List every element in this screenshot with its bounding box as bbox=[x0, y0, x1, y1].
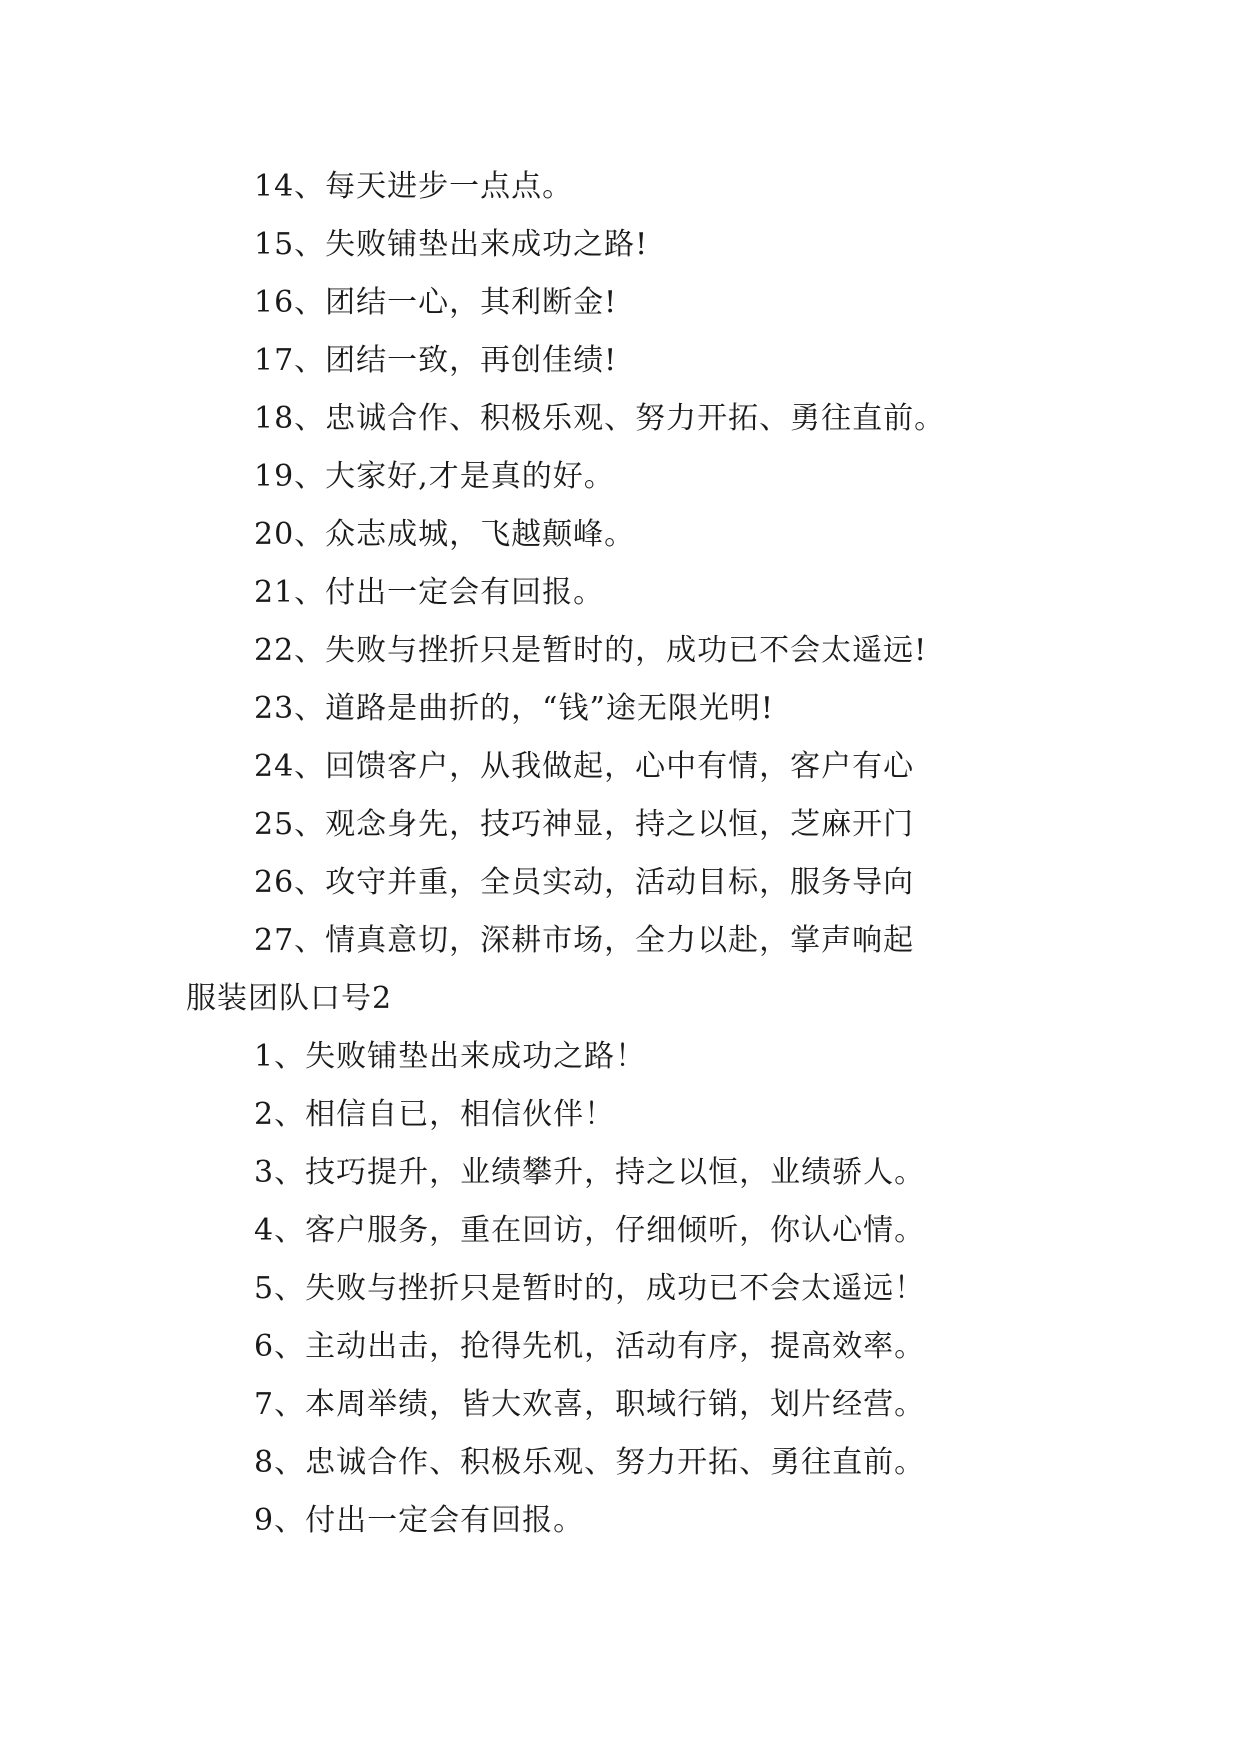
list-item: 23、道路是曲折的，“钱”途无限光明! bbox=[254, 691, 774, 726]
list-item: 3、技巧提升，业绩攀升，持之以恒，业绩骄人。 bbox=[254, 1155, 926, 1190]
list-item: 2、相信自已，相信伙伴！ bbox=[254, 1097, 616, 1132]
list-item: 9、付出一定会有回报。 bbox=[254, 1503, 585, 1538]
list-item: 6、主动出击，抢得先机，活动有序，提高效率。 bbox=[254, 1329, 926, 1364]
list-item: 7、本周举绩，皆大欢喜，职域行销，划片经营。 bbox=[254, 1387, 926, 1422]
list-item: 26、攻守并重，全员实动，活动目标，服务导向 bbox=[254, 865, 915, 900]
list-item: 21、付出一定会有回报。 bbox=[254, 575, 605, 610]
document-body bbox=[186, 158, 1086, 1550]
list-item: 25、观念身先，技巧神显，持之以恒，芝麻开门 bbox=[254, 807, 915, 842]
list-item: 14、每天进步一点点。 bbox=[254, 169, 574, 204]
list-item: 22、失败与挫折只是暂时的，成功已不会太遥远! bbox=[254, 633, 928, 668]
list-item: 17、团结一致，再创佳绩! bbox=[254, 343, 618, 378]
list-item: 24、回馈客户，从我做起，心中有情，客户有心 bbox=[254, 749, 915, 784]
list-item: 15、失败铺垫出来成功之路! bbox=[254, 227, 649, 262]
list-item: 19、大家好,才是真的好。 bbox=[254, 459, 615, 494]
list-item: 5、失败与挫折只是暂时的，成功已不会太遥远！ bbox=[254, 1271, 926, 1306]
list-item: 27、情真意切，深耕市场，全力以赴，掌声响起 bbox=[254, 923, 915, 958]
list-item: 16、团结一心，其利断金! bbox=[254, 285, 618, 320]
list-item: 18、忠诚合作、积极乐观、努力开拓、勇往直前。 bbox=[254, 401, 946, 436]
list-item: 20、众志成城，飞越颠峰。 bbox=[254, 517, 636, 552]
list-item: 1、失败铺垫出来成功之路！ bbox=[254, 1039, 647, 1074]
section-heading: 服装团队口号2 bbox=[186, 981, 393, 1016]
list-item: 8、忠诚合作、积极乐观、努力开拓、勇往直前。 bbox=[254, 1445, 926, 1480]
list-item: 4、客户服务，重在回访，仔细倾听，你认心情。 bbox=[254, 1213, 926, 1248]
